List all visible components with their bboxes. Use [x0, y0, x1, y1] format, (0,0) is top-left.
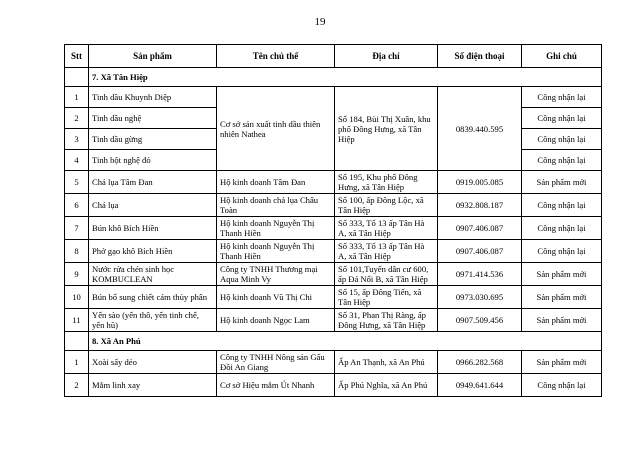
header-product: Sản phẩm — [89, 45, 217, 68]
header-address: Địa chỉ — [335, 45, 438, 68]
row-owner: Hộ kinh doanh Ngọc Lam — [217, 309, 335, 332]
table-row — [65, 286, 602, 309]
row-phone: 0973.030.695 — [438, 286, 522, 309]
header-note: Ghi chú — [522, 45, 602, 68]
row-stt: 1 — [65, 351, 89, 374]
row-note: Sản phẩm mới — [522, 263, 602, 286]
row-stt: 8 — [65, 240, 89, 263]
row-note: Công nhận lại — [522, 240, 602, 263]
row-stt: 11 — [65, 309, 89, 332]
section-stt-blank — [65, 68, 89, 87]
table-row — [65, 217, 602, 240]
row-note: Công nhận lại — [522, 217, 602, 240]
row-note: Sản phẩm mới — [522, 286, 602, 309]
group-address: Số 184, Bùi Thị Xuân, khu phố Đông Hưng, xã Tân Hiệp — [335, 87, 438, 171]
row-product: Tinh dầu gừng — [89, 129, 217, 150]
group-owner: Cơ sở sản xuất tinh dầu thiên nhiên Nathea — [217, 87, 335, 171]
row-address: Số 15, ấp Đông Tiến, xã Tân Hiệp — [335, 286, 438, 309]
row-product: Bún bổ sung chiết cám thủy phân — [89, 286, 217, 309]
row-stt: 3 — [65, 129, 89, 150]
row-product: Tinh dầu nghệ — [89, 108, 217, 129]
row-owner: Hộ kinh doanh Nguyễn Thị Thanh Hiền — [217, 217, 335, 240]
table-row — [65, 374, 602, 397]
row-stt: 10 — [65, 286, 89, 309]
row-stt: 7 — [65, 217, 89, 240]
row-stt: 6 — [65, 194, 89, 217]
header-stt: Stt — [65, 45, 89, 68]
header-phone: Số điện thoại — [438, 45, 522, 68]
row-address: Số 101,Tuyến dân cư 600, ấp Đá Nổi B, xã Tân Hiệp — [335, 263, 438, 286]
row-note: Công nhận lại — [522, 194, 602, 217]
products-table — [64, 44, 602, 397]
row-product: Yến sào (yến thô, yến tinh chế, yến hũ) — [89, 309, 217, 332]
row-note: Công nhận lại — [522, 374, 602, 397]
section-title-tan-hiep: 7. Xã Tân Hiệp — [89, 68, 602, 87]
row-stt: 5 — [65, 171, 89, 194]
page-number: 19 — [314, 16, 326, 28]
table-row — [65, 351, 602, 374]
row-note: Sản phẩm mới — [522, 171, 602, 194]
row-owner: Hộ kinh doanh Nguyễn Thị Thanh Hiền — [217, 240, 335, 263]
row-stt: 4 — [65, 150, 89, 171]
row-product: Chả lụa — [89, 194, 217, 217]
row-phone: 0971.414.536 — [438, 263, 522, 286]
row-product: Tinh dầu Khuynh Diệp — [89, 87, 217, 108]
header-owner: Tên chủ thể — [217, 45, 335, 68]
row-stt: 9 — [65, 263, 89, 286]
section-row-an-phu — [65, 332, 602, 351]
row-note: Công nhận lại — [522, 150, 602, 171]
row-stt: 2 — [65, 108, 89, 129]
row-address: Số 100, ấp Đông Lộc, xã Tân Hiệp — [335, 194, 438, 217]
row-address: Số 333, Tổ 13 ấp Tân Hà A, xã Tân Hiệp — [335, 240, 438, 263]
row-product: Nước rửa chén sinh học KOMBUCLEAN — [89, 263, 217, 286]
row-note: Sản phẩm mới — [522, 351, 602, 374]
row-product: Tinh bột nghệ đỏ — [89, 150, 217, 171]
table-row — [65, 240, 602, 263]
section-row-tan-hiep — [65, 68, 602, 87]
row-address: Số 195, Khu phố Đông Hưng, xã Tân Hiệp — [335, 171, 438, 194]
section-title-an-phu: 8. Xã An Phú — [89, 332, 602, 351]
row-address: Số 333, Tổ 13 ấp Tân Hà A, xã Tân Hiệp — [335, 217, 438, 240]
row-address: Số 31, Phan Thị Ràng, ấp Đông Hưng, xã Tân Hiệp — [335, 309, 438, 332]
row-stt: 1 — [65, 87, 89, 108]
row-product: Mắm linh xay — [89, 374, 217, 397]
row-owner: Công ty TNHH Nông sản Gấu Đồi An Giang — [217, 351, 335, 374]
row-phone: 0907.509.456 — [438, 309, 522, 332]
row-product: Bún khô Bích Hiền — [89, 217, 217, 240]
table-row — [65, 194, 602, 217]
table-row — [65, 87, 602, 108]
table-row — [65, 263, 602, 286]
table-row — [65, 171, 602, 194]
row-owner: Hộ kinh doanh Vũ Thị Chi — [217, 286, 335, 309]
section-stt-blank — [65, 332, 89, 351]
row-phone: 0907.406.087 — [438, 217, 522, 240]
row-phone: 0907.406.087 — [438, 240, 522, 263]
row-phone: 0949.641.644 — [438, 374, 522, 397]
row-phone: 0919.005.085 — [438, 171, 522, 194]
row-note: Sản phẩm mới — [522, 309, 602, 332]
row-product: Phở gạo khô Bích Hiền — [89, 240, 217, 263]
row-owner: Công ty TNHH Thương mại Aqua Minh Vy — [217, 263, 335, 286]
row-note: Công nhận lại — [522, 129, 602, 150]
row-product: Xoài sấy dẻo — [89, 351, 217, 374]
row-phone: 0966.282.568 — [438, 351, 522, 374]
row-note: Công nhận lại — [522, 87, 602, 108]
row-owner: Cơ sở Hiệu mắm Út Nhanh — [217, 374, 335, 397]
table-header-row — [65, 45, 602, 68]
row-owner: Hộ kinh doanh Tâm Đan — [217, 171, 335, 194]
row-product: Chả lụa Tâm Đan — [89, 171, 217, 194]
table-row — [65, 309, 602, 332]
row-address: Ấp Phú Nghĩa, xã An Phú — [335, 374, 438, 397]
row-note: Công nhận lại — [522, 108, 602, 129]
group-phone: 0839.440.595 — [438, 87, 522, 171]
row-stt: 2 — [65, 374, 89, 397]
row-owner: Hộ kinh doanh chả lụa Châu Toàn — [217, 194, 335, 217]
row-phone: 0932.808.187 — [438, 194, 522, 217]
row-address: Ấp An Thạnh, xã An Phú — [335, 351, 438, 374]
